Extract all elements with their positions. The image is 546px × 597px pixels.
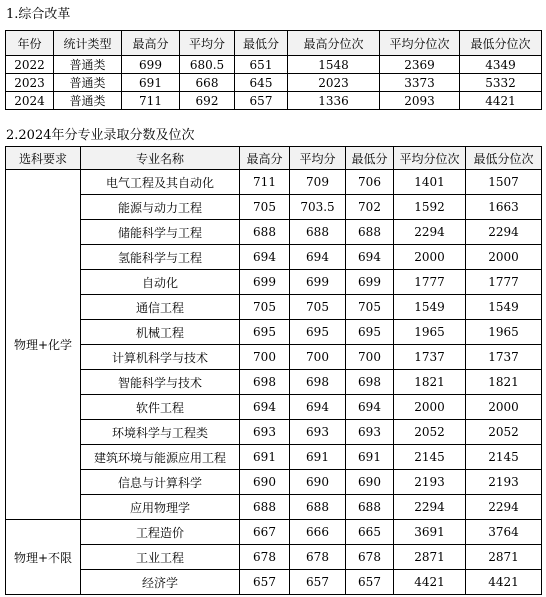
table-cell: 1401 (394, 170, 466, 195)
table-cell: 668 (180, 74, 235, 92)
major-name-cell: 智能科学与技术 (81, 370, 240, 395)
table-cell: 699 (122, 56, 180, 74)
table-cell: 2145 (394, 445, 466, 470)
table-cell: 665 (346, 520, 394, 545)
table-cell: 705 (346, 295, 394, 320)
table-cell: 709 (290, 170, 346, 195)
table-row (6, 520, 542, 545)
table-cell: 1821 (466, 370, 542, 395)
table-cell: 4421 (394, 570, 466, 595)
table-cell: 706 (346, 170, 394, 195)
table-cell: 711 (240, 170, 290, 195)
section1-heading: 1.综合改革 (6, 7, 71, 22)
table-cell: 705 (290, 295, 346, 320)
table-cell: 657 (346, 570, 394, 595)
table-cell: 694 (240, 245, 290, 270)
column-header: 年份 (6, 31, 54, 56)
major-name-cell: 能源与动力工程 (81, 195, 240, 220)
table-header-row (6, 147, 542, 170)
table-cell: 2294 (394, 220, 466, 245)
table-cell: 700 (290, 345, 346, 370)
table-cell: 700 (346, 345, 394, 370)
table-cell: 1336 (288, 92, 380, 110)
table-cell: 3373 (380, 74, 460, 92)
table-cell: 1507 (466, 170, 542, 195)
table-cell: 694 (290, 395, 346, 420)
table-cell: 700 (240, 345, 290, 370)
table-cell: 688 (290, 220, 346, 245)
column-header: 最低分位次 (466, 147, 542, 170)
column-header: 平均分 (180, 31, 235, 56)
table-cell: 702 (346, 195, 394, 220)
column-header: 选科要求 (6, 147, 81, 170)
table-cell: 678 (240, 545, 290, 570)
table-row (6, 320, 542, 345)
major-name-cell: 工程造价 (81, 520, 240, 545)
table-cell: 657 (290, 570, 346, 595)
table-cell: 690 (346, 470, 394, 495)
table-cell: 1737 (394, 345, 466, 370)
column-header: 最低分位次 (460, 31, 542, 56)
table-row (6, 395, 542, 420)
table-cell: 1821 (394, 370, 466, 395)
column-header: 最高分 (240, 147, 290, 170)
major-name-cell: 计算机科学与技术 (81, 345, 240, 370)
table-cell: 694 (346, 395, 394, 420)
table-cell: 2052 (394, 420, 466, 445)
table-cell: 2024 (6, 92, 54, 110)
table-cell: 678 (290, 545, 346, 570)
table-row (6, 420, 542, 445)
table-row (6, 570, 542, 595)
table-cell: 2023 (288, 74, 380, 92)
table-cell: 1548 (288, 56, 380, 74)
table-cell: 651 (235, 56, 288, 74)
table-cell: 2193 (394, 470, 466, 495)
major-name-cell: 建筑环境与能源应用工程 (81, 445, 240, 470)
table-cell: 693 (290, 420, 346, 445)
major-name-cell: 软件工程 (81, 395, 240, 420)
table-cell: 694 (346, 245, 394, 270)
table-cell: 705 (240, 195, 290, 220)
table-cell: 688 (346, 495, 394, 520)
table-cell: 693 (346, 420, 394, 445)
table-cell: 2193 (466, 470, 542, 495)
major-name-cell: 氢能科学与工程 (81, 245, 240, 270)
table-cell: 645 (235, 74, 288, 92)
table-cell: 694 (290, 245, 346, 270)
table-cell: 2000 (466, 245, 542, 270)
table-cell: 1549 (466, 295, 542, 320)
table-row (6, 170, 542, 195)
table-cell: 703.5 (290, 195, 346, 220)
table-cell: 2294 (466, 220, 542, 245)
table-cell: 4421 (460, 92, 542, 110)
table-cell: 2000 (394, 395, 466, 420)
table-cell: 4421 (466, 570, 542, 595)
table-row (6, 92, 542, 110)
table-row (6, 245, 542, 270)
table-cell: 666 (290, 520, 346, 545)
table-cell: 4349 (460, 56, 542, 74)
table-cell: 1592 (394, 195, 466, 220)
table-cell: 1737 (466, 345, 542, 370)
column-header: 最低分 (346, 147, 394, 170)
major-name-cell: 电气工程及其自动化 (81, 170, 240, 195)
table-cell: 普通类 (54, 74, 122, 92)
table-cell: 667 (240, 520, 290, 545)
section2-heading: 2.2024年分专业录取分数及位次 (6, 128, 195, 143)
table-cell: 5332 (460, 74, 542, 92)
column-header: 统计类型 (54, 31, 122, 56)
table-row (6, 74, 542, 92)
table-cell: 2000 (394, 245, 466, 270)
table-cell: 3764 (466, 520, 542, 545)
table-cell: 690 (290, 470, 346, 495)
table-row (6, 445, 542, 470)
table-cell: 698 (346, 370, 394, 395)
table-cell: 692 (180, 92, 235, 110)
table-header-row (6, 31, 542, 56)
table-cell: 691 (290, 445, 346, 470)
table-cell: 699 (240, 270, 290, 295)
table-cell: 695 (346, 320, 394, 345)
table-row (6, 220, 542, 245)
table-cell: 688 (240, 220, 290, 245)
major-name-cell: 储能科学与工程 (81, 220, 240, 245)
column-header: 专业名称 (81, 147, 240, 170)
table-cell: 普通类 (54, 92, 122, 110)
table-cell: 678 (346, 545, 394, 570)
table-cell: 2000 (466, 395, 542, 420)
table-row (6, 270, 542, 295)
table-cell: 680.5 (180, 56, 235, 74)
table-row (6, 56, 542, 74)
table-cell: 2145 (466, 445, 542, 470)
table-cell: 698 (240, 370, 290, 395)
column-header: 平均分位次 (394, 147, 466, 170)
table-cell: 1663 (466, 195, 542, 220)
table-cell: 694 (240, 395, 290, 420)
column-header: 平均分 (290, 147, 346, 170)
table-cell: 2294 (394, 495, 466, 520)
subject-requirement-cell: 物理+不限 (6, 520, 81, 595)
table-cell: 1777 (394, 270, 466, 295)
table-cell: 1549 (394, 295, 466, 320)
table-cell: 2093 (380, 92, 460, 110)
column-header: 最高分位次 (288, 31, 380, 56)
table-row (6, 370, 542, 395)
major-name-cell: 经济学 (81, 570, 240, 595)
table-row (6, 470, 542, 495)
table-cell: 657 (240, 570, 290, 595)
major-name-cell: 工业工程 (81, 545, 240, 570)
column-header: 最低分 (235, 31, 288, 56)
major-name-cell: 机械工程 (81, 320, 240, 345)
table-cell: 688 (240, 495, 290, 520)
table-cell: 691 (240, 445, 290, 470)
column-header: 平均分位次 (380, 31, 460, 56)
table-cell: 690 (240, 470, 290, 495)
major-name-cell: 通信工程 (81, 295, 240, 320)
table-cell: 698 (290, 370, 346, 395)
table-cell: 2022 (6, 56, 54, 74)
table-cell: 688 (346, 220, 394, 245)
column-header: 最高分 (122, 31, 180, 56)
table-row (6, 545, 542, 570)
major-name-cell: 信息与计算科学 (81, 470, 240, 495)
table-row (6, 195, 542, 220)
table-cell: 2052 (466, 420, 542, 445)
table-cell: 2294 (466, 495, 542, 520)
table-cell: 688 (290, 495, 346, 520)
table-row (6, 345, 542, 370)
table-cell: 1777 (466, 270, 542, 295)
table-cell: 699 (346, 270, 394, 295)
table-cell: 705 (240, 295, 290, 320)
table-cell: 691 (346, 445, 394, 470)
admission-summary-table (5, 30, 542, 110)
table-cell: 2369 (380, 56, 460, 74)
major-name-cell: 自动化 (81, 270, 240, 295)
table-cell: 711 (122, 92, 180, 110)
table-cell: 2871 (394, 545, 466, 570)
major-name-cell: 环境科学与工程类 (81, 420, 240, 445)
table-cell: 3691 (394, 520, 466, 545)
table-row (6, 295, 542, 320)
table-cell: 693 (240, 420, 290, 445)
table-cell: 1965 (466, 320, 542, 345)
major-scores-table (5, 146, 542, 595)
table-cell: 2871 (466, 545, 542, 570)
table-cell: 657 (235, 92, 288, 110)
table-row (6, 495, 542, 520)
table-cell: 695 (240, 320, 290, 345)
table-cell: 695 (290, 320, 346, 345)
subject-requirement-cell: 物理+化学 (6, 170, 81, 520)
table-cell: 2023 (6, 74, 54, 92)
table-cell: 691 (122, 74, 180, 92)
table-cell: 普通类 (54, 56, 122, 74)
table-cell: 699 (290, 270, 346, 295)
table-cell: 1965 (394, 320, 466, 345)
major-name-cell: 应用物理学 (81, 495, 240, 520)
